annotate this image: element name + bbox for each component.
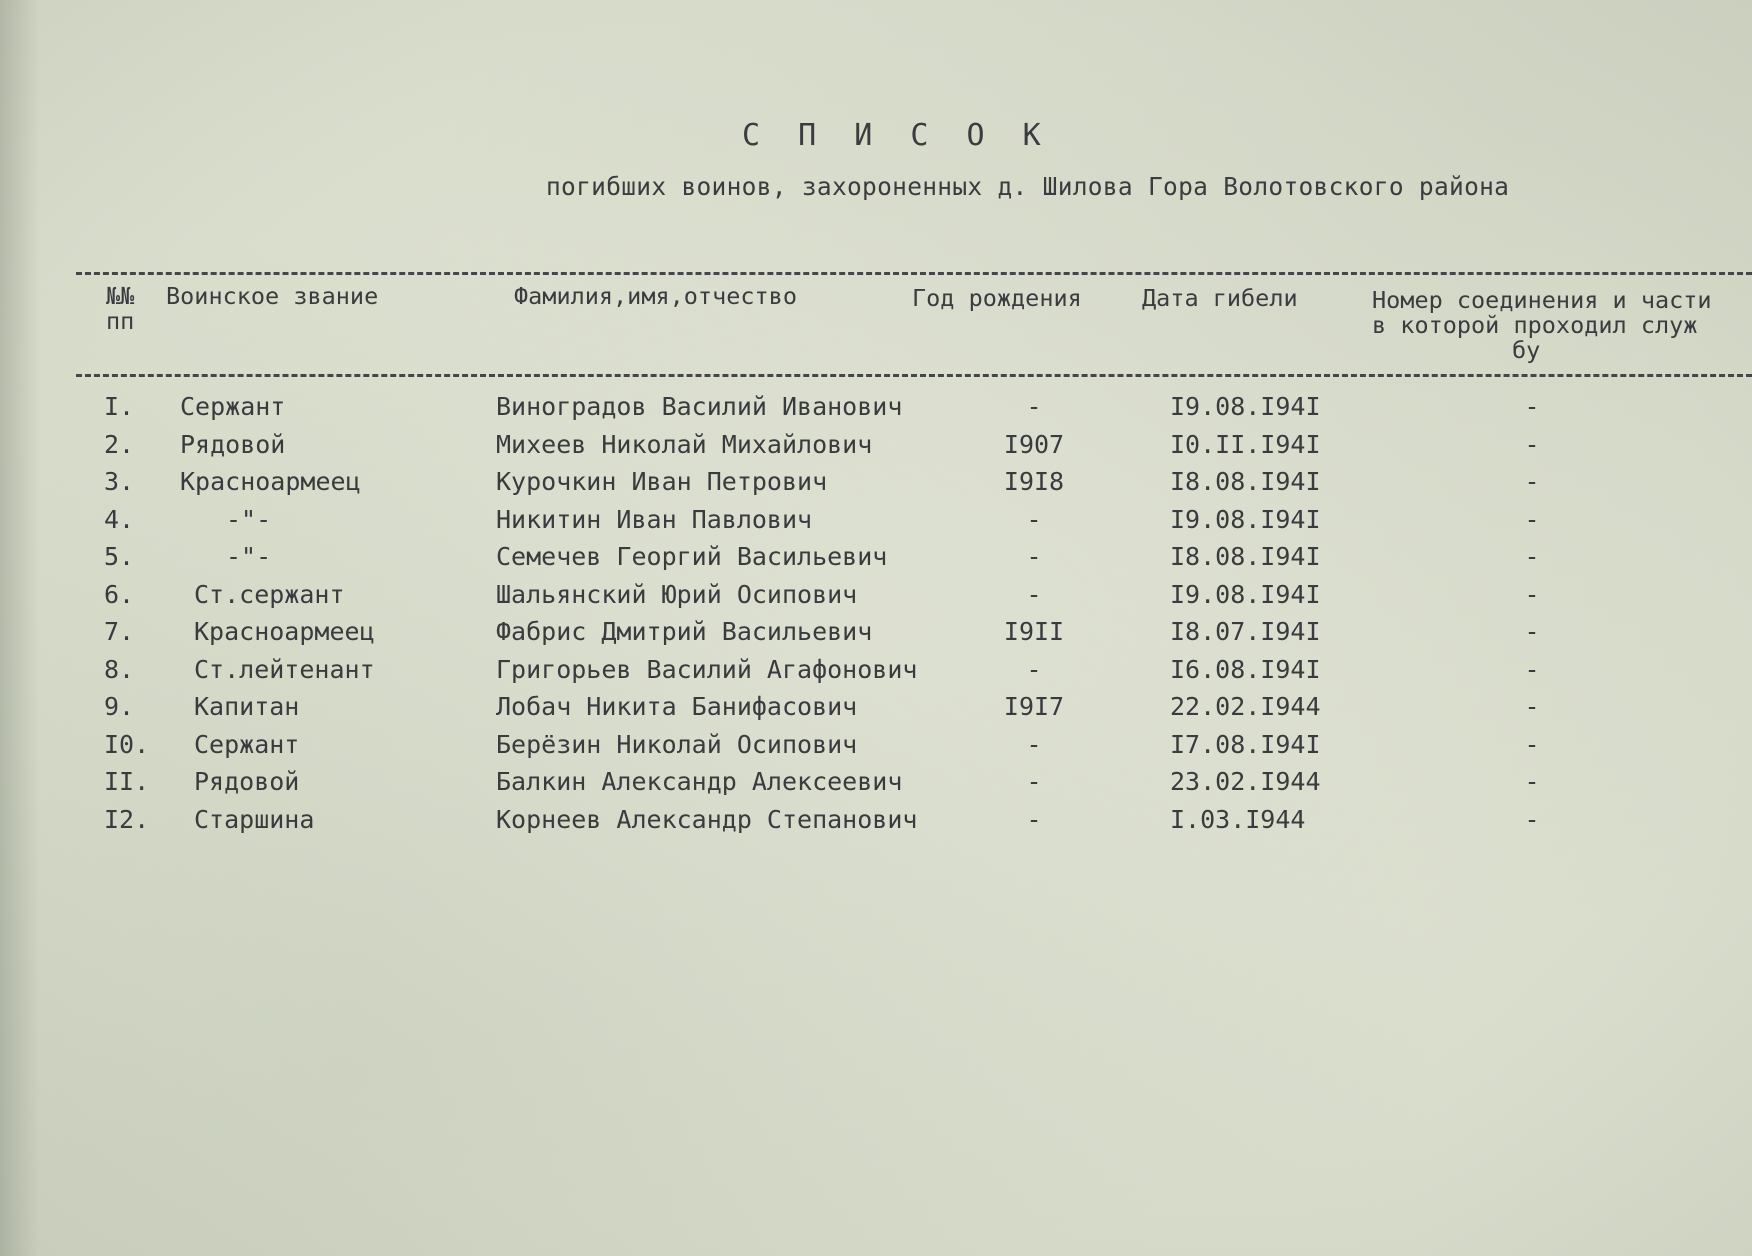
row-death-date: I8.08.I94I [1170,542,1321,571]
row-death-date: 23.02.I944 [1170,767,1321,796]
row-rank: Капитан [194,692,300,721]
row-num: 7. [104,617,135,646]
row-name: Виноградов Василий Иванович [496,392,903,421]
header-unit-line1: Номер соединения и части [1372,286,1712,314]
row-birth-year: - [1026,654,1042,684]
row-birth-year: - [1026,579,1042,609]
table-row [0,505,1752,543]
header-num [106,284,134,334]
row-birth-year: I9I8 [1003,467,1065,496]
document-title: С П И С О К [742,118,1051,153]
row-name: Балкин Александр Алексеевич [496,767,903,796]
table-row [0,617,1752,655]
row-death-date: I6.08.I94I [1170,654,1321,684]
row-birth-year: I9I7 [1003,692,1065,721]
row-name: Фабрис Дмитрий Васильевич [496,617,873,646]
table-row [0,767,1752,805]
row-death-date: 22.02.I944 [1170,692,1321,721]
row-name: Михеев Николай Михайлович [496,429,873,459]
row-rank: Рядовой [194,767,300,796]
row-unit: - [1524,467,1540,496]
table-row [0,655,1752,693]
row-birth-year: - [1026,804,1042,834]
row-birth-year: - [1026,392,1042,421]
row-unit: - [1524,392,1540,421]
row-death-date: I.03.I944 [1170,804,1306,834]
row-death-date: I9.08.I94I [1170,579,1321,609]
row-birth-year: I9II [1003,617,1065,646]
row-num: 3. [104,467,135,496]
row-num: 5. [104,542,135,571]
header-death-date: Дата гибели [1142,284,1298,312]
row-name: Григорьев Василий Агафонович [496,654,918,684]
header-unit-line2: в которой проходил служ [1372,311,1698,339]
header-bottom-rule [76,374,1752,377]
row-death-date: I8.08.I94I [1170,467,1321,496]
row-rank: Старшина [194,804,315,834]
row-unit: - [1524,579,1540,609]
row-unit: - [1524,617,1540,646]
header-num-line1: №№ [106,282,135,310]
header-birth-year: Год рождения [912,284,1082,312]
row-unit: - [1524,654,1540,684]
row-num: I. [104,392,135,421]
row-rank: Красноармеец [194,617,375,646]
row-name: Никитин Иван Павлович [496,504,813,534]
row-num: II. [104,767,150,796]
document-subtitle: погибших воинов, захороненных д. Шилова Гора Волотовского района [546,172,1510,201]
row-num: I0. [104,729,150,759]
row-rank: -"- [226,542,272,571]
row-rank: Сержант [180,392,286,421]
row-birth-year: - [1026,767,1042,796]
row-death-date: I9.08.I94I [1170,504,1321,534]
row-num: I2. [104,804,150,834]
row-num: 9. [104,692,135,721]
table-body [0,392,1752,842]
row-unit: - [1524,504,1540,534]
header-name: Фамилия,имя,отчество [514,282,797,310]
row-birth-year: - [1026,504,1042,534]
row-name: Шальянский Юрий Осипович [496,579,858,609]
row-name: Берёзин Николай Осипович [496,729,858,759]
row-death-date: I7.08.I94I [1170,729,1321,759]
row-name: Лобач Никита Банифасович [496,692,858,721]
row-name: Семечев Георгий Васильевич [496,542,888,571]
table-row [0,430,1752,468]
row-num: 2. [104,429,135,459]
row-unit: - [1524,542,1540,571]
row-unit: - [1524,429,1540,459]
row-death-date: I9.08.I94I [1170,392,1321,421]
row-name: Корнеев Александр Степанович [496,804,918,834]
row-unit: - [1524,804,1540,834]
table-row [0,467,1752,505]
table-row [0,692,1752,730]
row-rank: Сержант [194,729,300,759]
header-unit [1372,288,1712,363]
row-rank: Красноармеец [180,467,361,496]
table-row [0,392,1752,430]
header-rank: Воинское звание [166,282,379,310]
row-rank: Рядовой [180,429,286,459]
row-num: 6. [104,579,135,609]
row-name: Курочкин Иван Петрович [496,467,828,496]
row-num: 8. [104,654,135,684]
row-birth-year: I907 [1003,429,1065,459]
row-rank: -"- [226,504,272,534]
table-row [0,805,1752,843]
row-rank: Ст.сержант [194,579,345,609]
row-unit: - [1524,729,1540,759]
row-rank: Ст.лейтенант [194,654,375,684]
table-row [0,580,1752,618]
header-top-rule [76,272,1752,275]
header-num-line2: пп [106,307,135,335]
table-row [0,542,1752,580]
row-death-date: I0.II.I94I [1170,429,1321,459]
row-birth-year: - [1026,542,1042,571]
row-unit: - [1524,767,1540,796]
row-unit: - [1524,692,1540,721]
row-birth-year: - [1026,729,1042,759]
table-row [0,730,1752,768]
header-unit-line3: бу [1512,336,1541,364]
row-num: 4. [104,504,135,534]
row-death-date: I8.07.I94I [1170,617,1321,646]
